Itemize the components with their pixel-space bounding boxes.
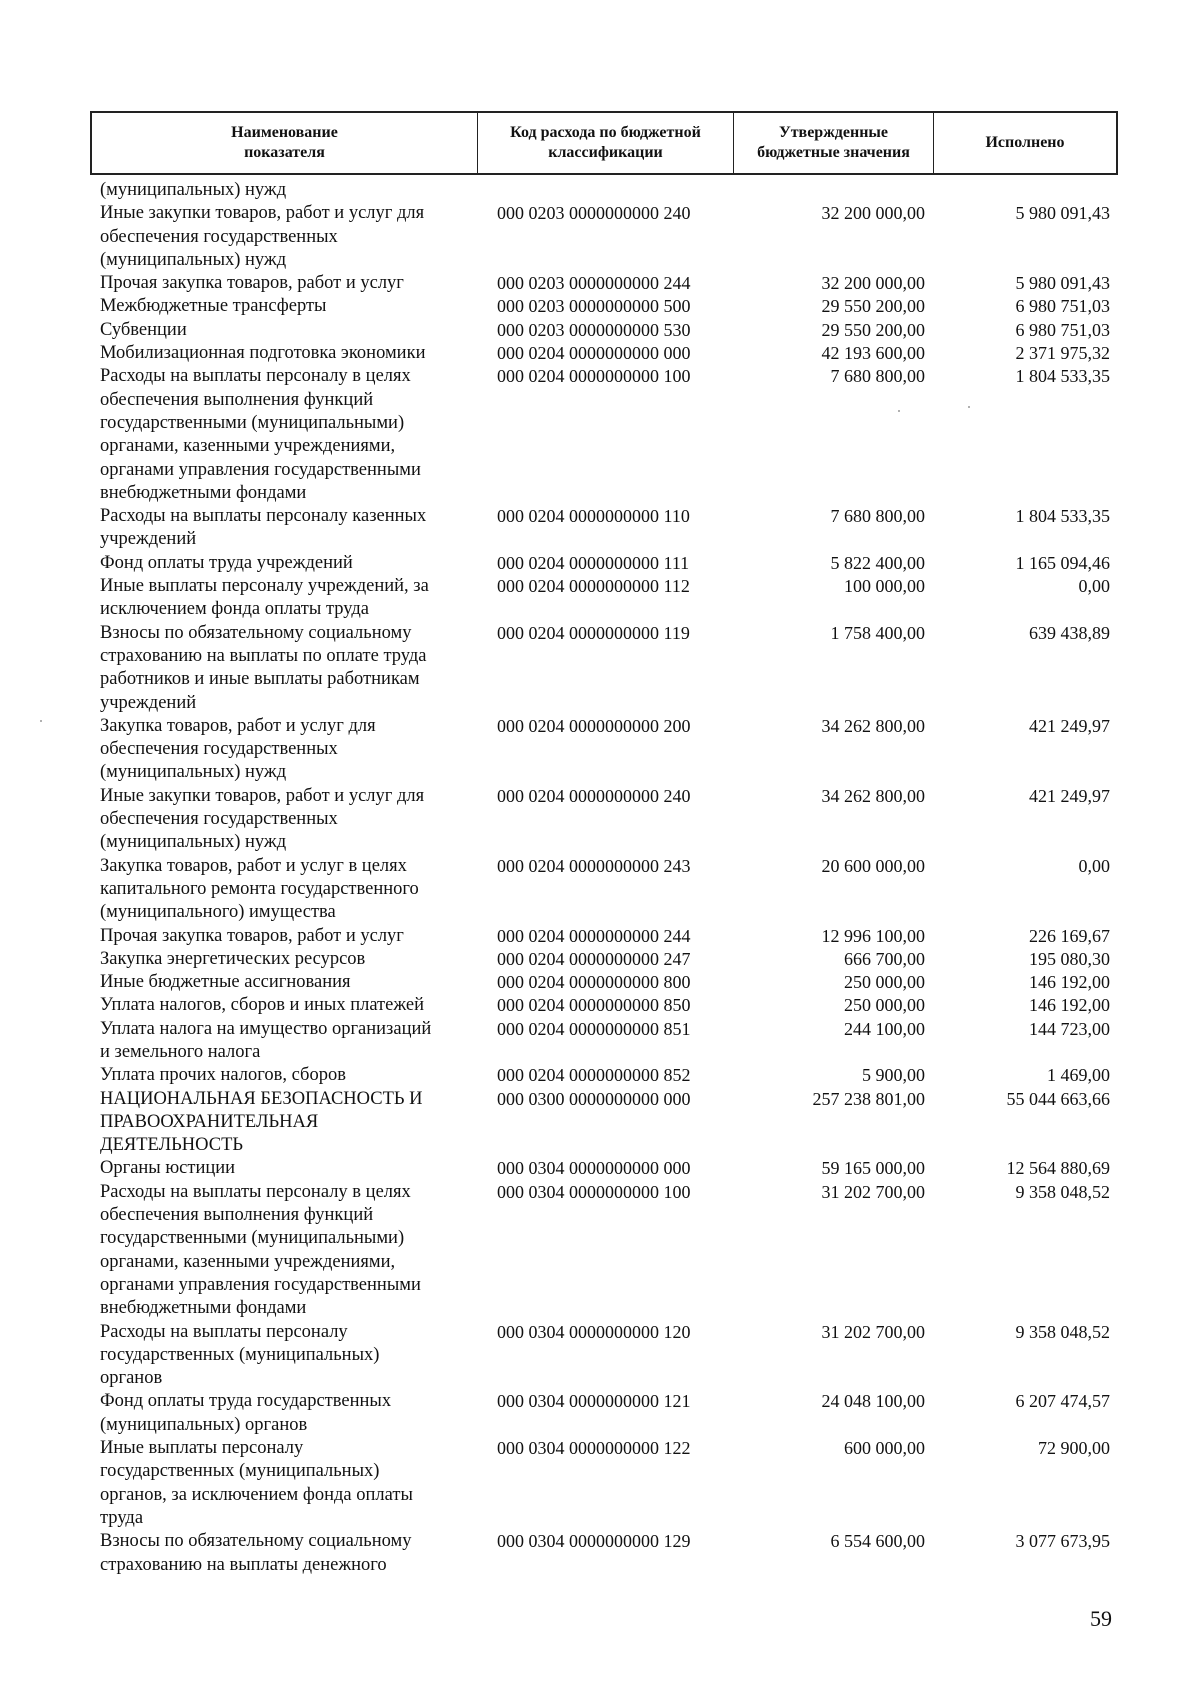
table-row <box>0 319 1200 342</box>
row-approved-value: 5 900,00 <box>862 1065 925 1086</box>
row-approved-value: 20 600 000,00 <box>821 855 925 876</box>
table-row <box>0 1530 1200 1577</box>
row-executed-value: 0,00 <box>1078 855 1110 876</box>
row-approved-value: 32 200 000,00 <box>821 203 925 224</box>
row-executed-value: 0,00 <box>1078 576 1110 597</box>
row-budget-code: 000 0203 0000000000 500 <box>497 296 691 317</box>
row-name: Взносы по обязательному социальному страхованию на выплаты денежного <box>100 1531 412 1575</box>
row-executed-value: 144 723,00 <box>1029 1018 1110 1039</box>
row-budget-code: 000 0204 0000000000 112 <box>497 576 690 597</box>
row-budget-code: 000 0204 0000000000 247 <box>497 948 691 969</box>
row-approved-value: 244 100,00 <box>844 1018 925 1039</box>
row-approved-value: 12 996 100,00 <box>821 925 925 946</box>
row-approved-value: 250 000,00 <box>844 995 925 1016</box>
row-approved-value: 31 202 700,00 <box>821 1321 925 1342</box>
table-row <box>0 948 1200 971</box>
row-name: НАЦИОНАЛЬНАЯ БЕЗОПАСНОСТЬ И ПРАВООХРАНИТЕЛЬНАЯ ДЕЯТЕЛЬНОСТЬ <box>100 1088 423 1156</box>
table-header <box>90 111 1118 175</box>
table-row <box>0 994 1200 1017</box>
row-budget-code: 000 0204 0000000000 851 <box>497 1018 691 1039</box>
table-row <box>0 971 1200 994</box>
row-name: Уплата налога на имущество организаций и земельного налога <box>100 1018 432 1062</box>
table-row <box>0 785 1200 855</box>
row-name: Иные закупки товаров, работ и услуг для обеспечения государственных (муниципальных) нужд <box>100 203 425 270</box>
row-approved-value: 34 262 800,00 <box>821 785 925 806</box>
row-name: Мобилизационная подготовка экономики <box>100 343 426 364</box>
row-executed-value: 1 469,00 <box>1047 1065 1110 1086</box>
row-executed-value: 639 438,89 <box>1029 622 1110 643</box>
table-row <box>0 179 1200 202</box>
row-executed-value: 146 192,00 <box>1029 995 1110 1016</box>
row-budget-code: 000 0304 0000000000 000 <box>497 1158 691 1179</box>
row-approved-value: 100 000,00 <box>844 576 925 597</box>
table-row <box>0 1064 1200 1087</box>
table-row <box>0 505 1200 552</box>
row-budget-code: 000 0203 0000000000 244 <box>497 273 691 294</box>
table-body <box>0 179 1200 1577</box>
row-budget-code: 000 0204 0000000000 800 <box>497 972 691 993</box>
row-name: Взносы по обязательному социальному страхованию на выплаты по оплате труда работников и иные выплаты работникам учреждений <box>100 622 427 713</box>
table-row <box>0 552 1200 575</box>
row-approved-value: 257 238 801,00 <box>812 1088 925 1109</box>
row-name: Закупка товаров, работ и услуг в целях капитального ремонта государственного (муниципального) имущества <box>100 855 419 923</box>
page-number: 59 <box>1090 1606 1112 1631</box>
table-row <box>0 575 1200 622</box>
row-budget-code: 000 0300 0000000000 000 <box>497 1088 691 1109</box>
row-executed-value: 1 804 533,35 <box>1015 366 1110 387</box>
row-name: Закупка товаров, работ и услуг для обеспечения государственных (муниципальных) нужд <box>100 715 376 783</box>
table-row <box>0 622 1200 715</box>
row-executed-value: 195 080,30 <box>1029 948 1110 969</box>
scan-speck <box>968 406 970 408</box>
row-budget-code: 000 0204 0000000000 243 <box>497 855 691 876</box>
row-approved-value: 5 822 400,00 <box>830 552 925 573</box>
row-executed-value: 5 980 091,43 <box>1015 273 1110 294</box>
row-executed-value: 9 358 048,52 <box>1015 1321 1110 1342</box>
row-name: Органы юстиции <box>100 1158 236 1179</box>
row-budget-code: 000 0204 0000000000 119 <box>497 622 690 643</box>
table-row <box>0 855 1200 925</box>
row-name: Иные бюджетные ассигнования <box>100 972 351 993</box>
row-executed-value: 146 192,00 <box>1029 972 1110 993</box>
row-budget-code: 000 0204 0000000000 244 <box>497 925 691 946</box>
row-executed-value: 6 980 751,03 <box>1015 296 1110 317</box>
row-name: Иные закупки товаров, работ и услуг для обеспечения государственных (муниципальных) нужд <box>100 785 425 853</box>
row-executed-value: 72 900,00 <box>1038 1438 1110 1459</box>
row-executed-value: 421 249,97 <box>1029 715 1110 736</box>
table-row <box>0 925 1200 948</box>
row-approved-value: 7 680 800,00 <box>830 506 925 527</box>
row-budget-code: 000 0304 0000000000 100 <box>497 1181 691 1202</box>
row-budget-code: 000 0204 0000000000 852 <box>497 1065 691 1086</box>
row-name: Расходы на выплаты персоналу в целях обеспечения выполнения функций государственными (муниципальными) органами, казенными учреждениями, органами управления государственными внебюджетными фондами <box>100 366 421 503</box>
row-approved-value: 34 262 800,00 <box>821 715 925 736</box>
header-approved-values: Утвержденные бюджетные значения <box>734 113 934 173</box>
row-approved-value: 59 165 000,00 <box>821 1158 925 1179</box>
row-approved-value: 1 758 400,00 <box>830 622 925 643</box>
row-name: Межбюджетные трансферты <box>100 296 327 317</box>
row-approved-value: 666 700,00 <box>844 948 925 969</box>
row-approved-value: 29 550 200,00 <box>821 319 925 340</box>
row-executed-value: 3 077 673,95 <box>1015 1531 1110 1552</box>
row-name: Уплата прочих налогов, сборов <box>100 1065 346 1086</box>
row-name: Иные выплаты персоналу государственных (муниципальных) органов, за исключением фонда оплаты труда <box>100 1438 413 1528</box>
table-row <box>0 1018 1200 1065</box>
header-indicator-name: Наименование показателя <box>92 113 478 173</box>
row-budget-code: 000 0204 0000000000 850 <box>497 995 691 1016</box>
row-name: Расходы на выплаты персоналу казенных учреждений <box>100 506 427 550</box>
row-budget-code: 000 0304 0000000000 121 <box>497 1391 691 1412</box>
table-row <box>0 295 1200 318</box>
row-executed-value: 1 804 533,35 <box>1015 506 1110 527</box>
row-name: Прочая закупка товаров, работ и услуг <box>100 925 404 946</box>
row-name: Фонд оплаты труда учреждений <box>100 552 353 573</box>
table-row <box>0 272 1200 295</box>
row-approved-value: 250 000,00 <box>844 972 925 993</box>
row-executed-value: 6 980 751,03 <box>1015 319 1110 340</box>
table-row <box>0 1390 1200 1437</box>
row-budget-code: 000 0304 0000000000 122 <box>497 1438 691 1459</box>
row-budget-code: 000 0204 0000000000 000 <box>497 343 691 364</box>
header-expense-code: Код расхода по бюджетной классификации <box>478 113 734 173</box>
table-row <box>0 1088 1200 1158</box>
row-executed-value: 9 358 048,52 <box>1015 1181 1110 1202</box>
row-approved-value: 6 554 600,00 <box>830 1531 925 1552</box>
table-row <box>0 365 1200 505</box>
row-executed-value: 421 249,97 <box>1029 785 1110 806</box>
row-name: Расходы на выплаты персоналу государственных (муниципальных) органов <box>100 1321 380 1389</box>
scan-speck <box>898 410 900 412</box>
row-budget-code: 000 0204 0000000000 240 <box>497 785 691 806</box>
table-row <box>0 1157 1200 1180</box>
row-name: Расходы на выплаты персоналу в целях обеспечения выполнения функций государственными (муниципальными) органами, казенными учреждениями, органами управления государственными внебюджетными фондами <box>100 1181 421 1319</box>
row-budget-code: 000 0204 0000000000 200 <box>497 715 691 736</box>
row-budget-code: 000 0203 0000000000 530 <box>497 319 691 340</box>
row-name: Фонд оплаты труда государственных (муниципальных) органов <box>100 1391 392 1435</box>
row-approved-value: 29 550 200,00 <box>821 296 925 317</box>
row-approved-value: 24 048 100,00 <box>821 1391 925 1412</box>
table-row <box>0 1437 1200 1530</box>
table-row <box>0 202 1200 272</box>
table-row <box>0 1321 1200 1391</box>
row-name: Закупка энергетических ресурсов <box>100 948 366 969</box>
row-budget-code: 000 0204 0000000000 100 <box>497 366 691 387</box>
row-executed-value: 55 044 663,66 <box>1006 1088 1110 1109</box>
row-executed-value: 2 371 975,32 <box>1015 343 1110 364</box>
row-executed-value: 12 564 880,69 <box>1006 1158 1110 1179</box>
row-name: Иные выплаты персоналу учреждений, за исключением фонда оплаты труда <box>100 576 429 620</box>
table-row <box>0 1181 1200 1321</box>
row-approved-value: 42 193 600,00 <box>821 343 925 364</box>
row-budget-code: 000 0203 0000000000 240 <box>497 203 691 224</box>
header-executed: Исполнено <box>985 134 1065 151</box>
row-approved-value: 32 200 000,00 <box>821 273 925 294</box>
row-approved-value: 600 000,00 <box>844 1438 925 1459</box>
row-approved-value: 31 202 700,00 <box>821 1181 925 1202</box>
scan-speck <box>40 720 42 722</box>
row-approved-value: 7 680 800,00 <box>830 366 925 387</box>
table-row <box>0 342 1200 365</box>
row-budget-code: 000 0304 0000000000 120 <box>497 1321 691 1342</box>
row-name: (муниципальных) нужд <box>100 180 287 200</box>
table-row <box>0 715 1200 785</box>
row-executed-value: 1 165 094,46 <box>1015 552 1110 573</box>
row-budget-code: 000 0304 0000000000 129 <box>497 1531 691 1552</box>
row-budget-code: 000 0204 0000000000 110 <box>497 506 690 527</box>
row-name: Уплата налогов, сборов и иных платежей <box>100 995 425 1016</box>
row-executed-value: 226 169,67 <box>1029 925 1110 946</box>
row-budget-code: 000 0204 0000000000 111 <box>497 552 690 573</box>
row-executed-value: 6 207 474,57 <box>1015 1391 1110 1412</box>
row-name: Субвенции <box>100 319 187 340</box>
row-executed-value: 5 980 091,43 <box>1015 203 1110 224</box>
row-name: Прочая закупка товаров, работ и услуг <box>100 273 404 294</box>
